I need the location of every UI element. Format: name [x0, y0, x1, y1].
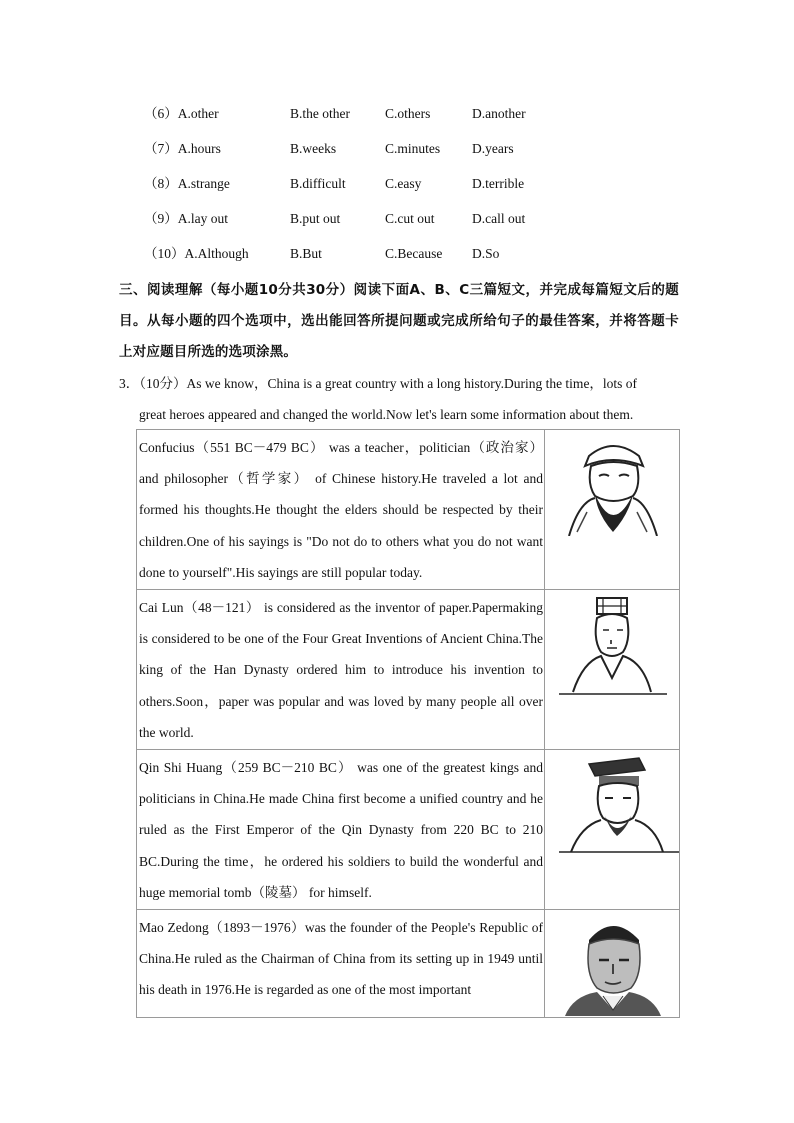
- option-c: C.cut out: [385, 211, 435, 226]
- option-d: D.years: [472, 141, 514, 156]
- option-c: C.easy: [385, 176, 422, 191]
- person-description: Cai Lun（48－121） is considered as the inventor of paper.Papermaking is considered to be one of the Four Great Inventions of Ancient China.The king of the Han Dynasty ordered him to introduce his invention to others.Soon，paper was popular and was loved by many people all over the world.: [137, 590, 545, 750]
- mao-zedong-portrait: [559, 916, 667, 1016]
- person-description: Confucius（551 BC－479 BC） was a teacher，politician（政治家）and philosopher（哲学家） of Chinese history.He traveled a lot and formed his thoughts.He thought the elders should be respected by their children.One of his sayings is "Do not do to others what you do not want done to yourself".His sayings are still popular today.: [137, 430, 545, 590]
- answer-options: [144, 101, 704, 276]
- option-d: D.terrible: [472, 176, 525, 191]
- option-d: D.So: [472, 246, 500, 261]
- option-a: （7）A.hours: [144, 141, 221, 156]
- option-c: C.others: [385, 106, 431, 121]
- option-row: [144, 206, 704, 241]
- option-b: B.But: [290, 246, 322, 261]
- confucius-portrait: [559, 436, 667, 536]
- person-description: Mao Zedong（1893－1976）was the founder of the People's Republic of China.He ruled as the Chairman of China from its setting up in 1949 until his death in 1976.He is regarded as one of the most important: [137, 910, 545, 1018]
- option-b: B.difficult: [290, 176, 346, 191]
- table-row: [137, 430, 680, 590]
- option-row: [144, 101, 704, 136]
- table-row: [137, 590, 680, 750]
- option-a: （10）A.Although: [144, 246, 249, 261]
- table-row: [137, 910, 680, 1018]
- option-d: D.call out: [472, 211, 526, 226]
- option-d: D.another: [472, 106, 526, 121]
- person-description: Qin Shi Huang（259 BC－210 BC） was one of the greatest kings and politicians in China.He made China first become a unified country and he ruled as the First Emperor of the Qin Dynasty from 220 BC to 210 BC.During the time，he ordered his soldiers to build the wonderful and huge memorial tomb（陵墓） for himself.: [137, 750, 545, 910]
- option-row: [144, 241, 704, 276]
- table-row: [137, 750, 680, 910]
- section-heading: 三、阅读理解（每小题10分共30分）阅读下面A、B、C三篇短文，并完成每篇短文后的题目。从每小题的四个选项中，选出能回答所提问题或完成所给句子的最佳答案，并将答题卡上对应题目所选的选项涂黑。: [119, 282, 679, 360]
- option-b: B.weeks: [290, 141, 337, 156]
- question-line-2: great heroes appeared and changed the world.Now let's learn some information about them.: [139, 407, 634, 422]
- qin-shi-huang-portrait: [559, 756, 679, 856]
- question-intro: [119, 368, 677, 430]
- cai-lun-portrait: [559, 596, 667, 696]
- option-b: B.put out: [290, 211, 341, 226]
- option-c: C.Because: [385, 246, 443, 261]
- option-a: （6）A.other: [144, 106, 219, 121]
- option-row: [144, 171, 704, 206]
- heroes-table: [136, 429, 680, 1018]
- question-line-1: 3．（10分）As we know，China is a great country with a long history.During the time，lots of: [119, 376, 638, 391]
- option-a: （8）A.strange: [144, 176, 230, 191]
- option-c: C.minutes: [385, 141, 441, 156]
- option-a: （9）A.lay out: [144, 211, 228, 226]
- option-b: B.the other: [290, 106, 350, 121]
- option-row: [144, 136, 704, 171]
